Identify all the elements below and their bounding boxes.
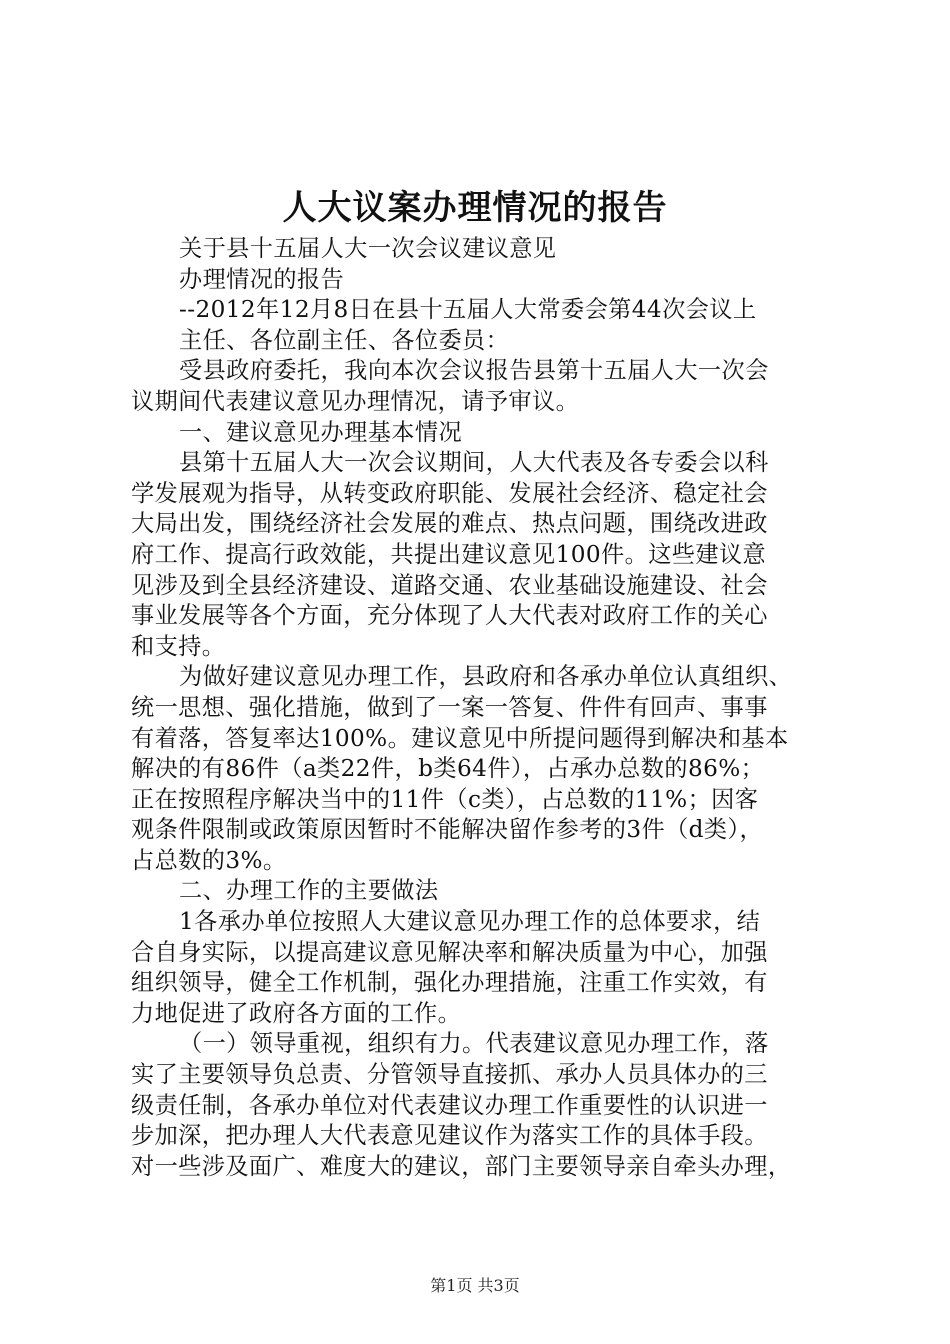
body-line: 有着落，答复率达100%。建议意见中所提问题得到解决和基本 (131, 724, 789, 752)
body-line: 见涉及到全县经济建设、道路交通、农业基础设施建设、社会 (131, 571, 768, 599)
body-line: 县第十五届人大一次会议期间，人大代表及各专委会以科 (179, 449, 769, 477)
body-line: 合自身实际，以提高建议意见解决率和解决质量为中心，加强 (131, 938, 768, 966)
body-line: 步加深，把办理人大代表意见建议作为落实工作的具体手段。 (131, 1122, 768, 1150)
body-line: 实了主要领导负总责、分管领导直接抓、承办人员具体办的三 (131, 1061, 768, 1089)
body-line: 办理情况的报告 (179, 265, 345, 293)
document-title: 人大议案办理情况的报告 (282, 188, 668, 228)
body-line: 关于县十五届人大一次会议建议意见 (179, 235, 557, 262)
body-line: 力地促进了政府各方面的工作。 (131, 999, 462, 1027)
body-line: 学发展观为指导，从转变政府职能、发展社会经济、稳定社会 (131, 479, 768, 507)
body-line: 二、办理工作的主要做法 (179, 877, 439, 905)
body-line: 组织领导，健全工作机制，强化办理措施，注重工作实效，有 (131, 969, 768, 997)
body-line: 解决的有86件（a类22件，b类64件），占承办总数的86%； (131, 755, 765, 783)
body-line: 正在按照程序解决当中的11件（c类），占总数的11%；因客 (131, 785, 759, 813)
body-line: 和支持。 (131, 632, 226, 660)
body-line: 事业发展等各个方面，充分体现了人大代表对政府工作的关心 (131, 602, 768, 630)
body-line: 一、建议意见办理基本情况 (179, 418, 463, 446)
body-line: 观条件限制或政策原因暂时不能解决留作参考的3件（d类）， (131, 816, 764, 844)
body-line: --2012年12月8日在县十五届人大常委会第44次会议上 (179, 296, 757, 324)
body-line: 受县政府委托，我向本次会议报告县第十五届人大一次会 (179, 357, 769, 385)
body-line: 主任、各位副主任、各位委员： (179, 326, 510, 354)
body-line: 大局出发，围绕经济社会发展的难点、热点问题，围绕改进政 (131, 510, 768, 538)
page-footer: 第1页 共3页 (430, 1276, 520, 1295)
body-line: 为做好建议意见办理工作，县政府和各承办单位认真组织、 (179, 663, 793, 691)
document-body (131, 234, 851, 1182)
body-line: 议期间代表建议意见办理情况，请予审议。 (131, 387, 580, 415)
body-line: 对一些涉及面广、难度大的建议，部门主要领导亲自牵头办理， (131, 1152, 792, 1180)
body-line: 府工作、提高行政效能，共提出建议意见100件。这些建议意 (131, 540, 767, 568)
body-line: 级责任制，各承办单位对代表建议办理工作重要性的认识进一 (131, 1091, 768, 1119)
body-line: （一）领导重视，组织有力。代表建议意见办理工作，落 (179, 1030, 769, 1058)
body-line: 占总数的3%。 (131, 846, 287, 874)
body-line: 1各承办单位按照人大建议意见办理工作的总体要求，结 (179, 908, 761, 936)
body-line: 统一思想、强化措施，做到了一案一答复、件件有回声、事事 (131, 693, 768, 721)
